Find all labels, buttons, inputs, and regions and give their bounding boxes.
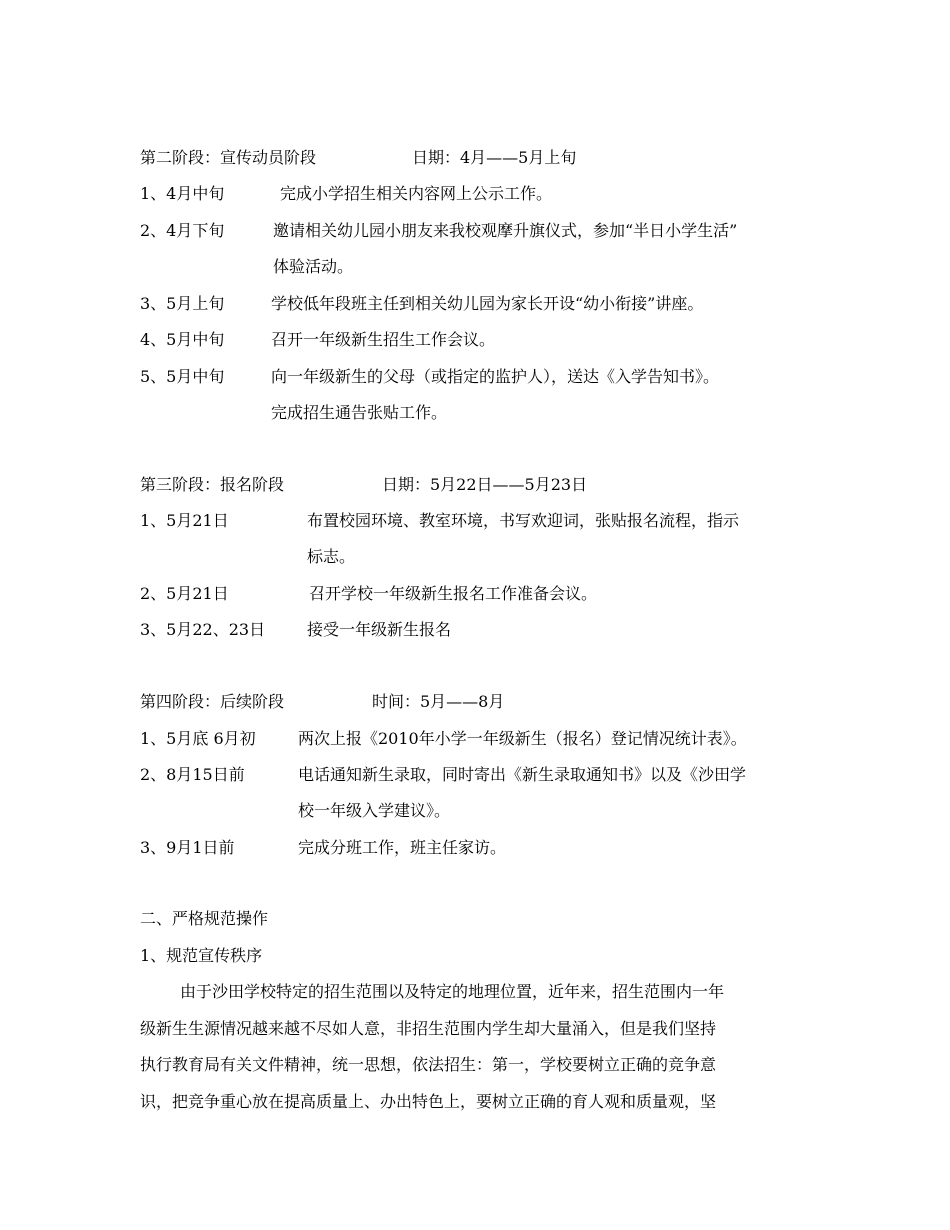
stage3-item-1-cont: 标志。 [307,547,356,566]
stage4-date: 时间：5月——8月 [372,692,505,711]
section2-title: 二、严格规范操作 [140,909,269,928]
stage4-item-3-text: 完成分班工作，班主任家访。 [298,838,507,857]
stage4-item-3-num: 3、9月1日前 [140,838,235,857]
stage2-item-1-text: 完成小学招生相关内容网上公示工作。 [280,184,553,203]
stage4-item-1-text: 两次上报《2010年小学一年级新生（报名）登记情况统计表》。 [298,729,747,748]
stage4-item-2-cont: 校一年级入学建议》。 [298,801,451,820]
stage2-item-5-cont: 完成招生通告张贴工作。 [271,403,448,422]
paragraph-line-2: 级新生生源情况越来越不尽如人意，非招生范围内学生却大量涌入，但是我们坚持 [140,1019,717,1038]
stage2-date: 日期：4月——5月上旬 [412,148,577,167]
stage3-item-3-num: 3、5月22、23日 [140,620,266,639]
stage2-item-2-text: 邀请相关幼儿园小朋友来我校观摩升旗仪式，参加“半日小学生活” [273,221,738,240]
paragraph-line-3: 执行教育局有关文件精神，统一思想，依法招生：第一，学校要树立正确的竞争意 [140,1055,717,1074]
stage2-item-5-num: 5、5月中旬 [140,367,225,386]
paragraph-line-4: 识，把竞争重心放在提高质量上、办出特色上，要树立正确的育人观和质量观，坚 [140,1092,717,1111]
stage3-item-1-num: 1、5月21日 [140,511,229,530]
stage3-item-2-text: 召开学校一年级新生报名工作准备会议。 [309,584,598,603]
stage3-item-3-text: 接受一年级新生报名 [307,620,452,639]
stage2-item-5-text: 向一年级新生的父母（或指定的监护人），送达《入学告知书》。 [271,367,720,386]
stage2-heading: 第二阶段：宣传动员阶段 [140,148,317,167]
stage2-item-2-num: 2、4月下旬 [140,221,225,240]
stage3-item-2-num: 2、5月21日 [140,584,229,603]
stage2-item-1-num: 1、4月中旬 [140,184,225,203]
stage2-item-4-text: 召开一年级新生招生工作会议。 [271,330,496,349]
stage4-item-2-text: 电话通知新生录取，同时寄出《新生录取通知书》以及《沙田学 [298,765,747,784]
stage4-heading: 第四阶段：后续阶段 [140,692,285,711]
stage4-item-2-num: 2、8月15日前 [140,765,245,784]
stage3-date: 日期：5月22日——5月23日 [382,475,588,494]
section2-subtitle: 1、规范宣传秩序 [140,946,263,965]
paragraph-line-1: 由于沙田学校特定的招生范围以及特定的地理位置，近年来，招生范围内一年 [180,982,725,1001]
stage2-item-2-cont: 体验活动。 [273,257,354,276]
stage4-item-1-num: 1、5月底 6月初 [140,729,256,748]
stage3-item-1-text: 布置校园环境、教室环境，书写欢迎词，张贴报名流程，指示 [307,511,740,530]
stage3-heading: 第三阶段：报名阶段 [140,475,285,494]
stage2-item-4-num: 4、5月中旬 [140,330,225,349]
stage2-item-3-text: 学校低年段班主任到相关幼儿园为家长开设“幼小衔接”讲座。 [271,294,704,313]
stage2-item-3-num: 3、5月上旬 [140,294,225,313]
